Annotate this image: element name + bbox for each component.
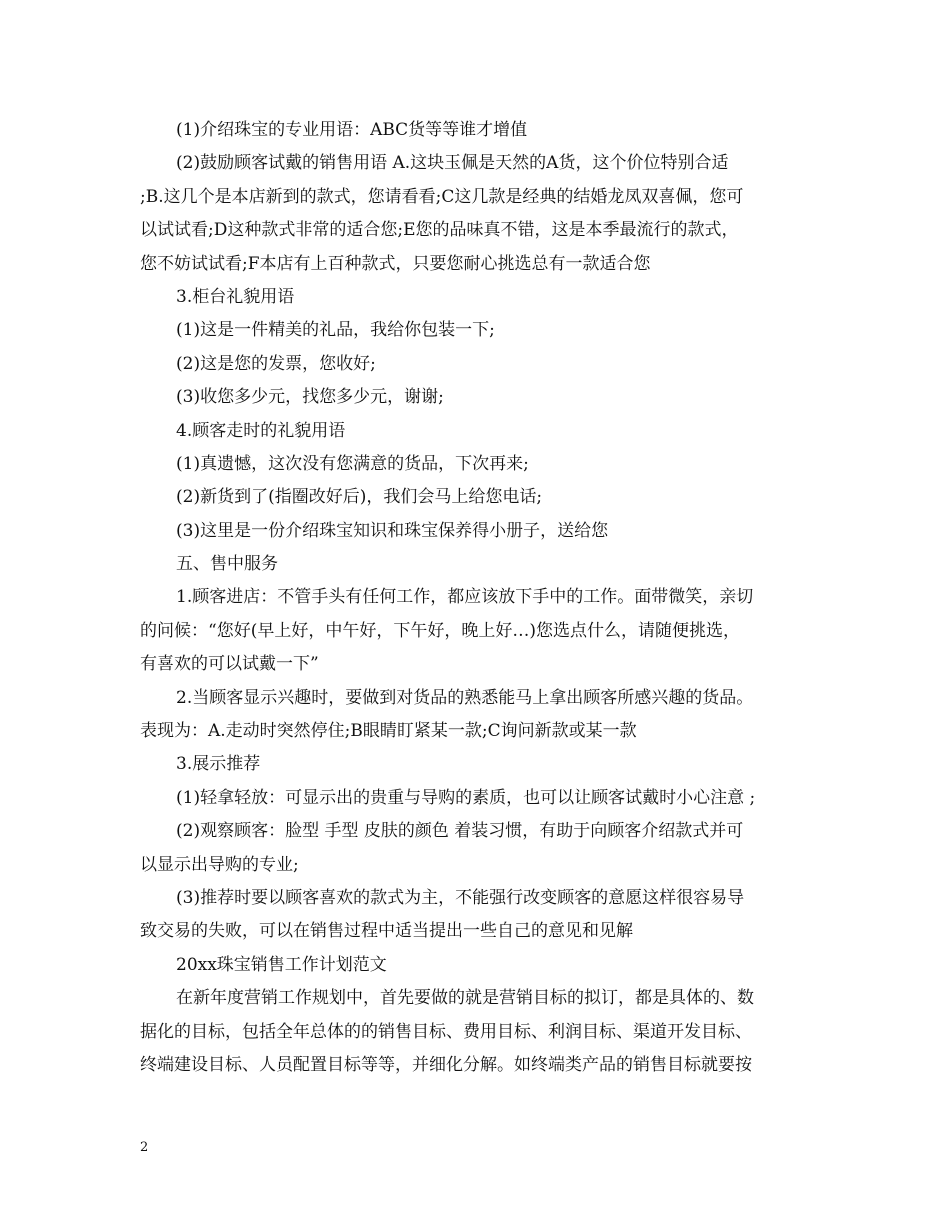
text-line: 4.顾客走时的礼貌用语: [176, 420, 346, 441]
text-line: 以试试看;D这种款式非常的适合您;E您的品味真不错，这是本季最流行的款式，: [140, 220, 739, 241]
text-line: 您不妨试试看;F本店有上百种款式，只要您耐心挑选总有一款适合您: [140, 253, 651, 274]
text-line: 表现为：A.走动时突然停住;B眼睛盯紧某一款;C询问新款或某一款: [140, 721, 637, 742]
document-body: [140, 114, 820, 1082]
text-line: 终端建设目标、人员配置目标等等，并细化分解。如终端类产品的销售目标就要按: [140, 1054, 752, 1075]
text-line: ;B.这几个是本店新到的款式，您请看看;C这几款是经典的结婚龙凤双喜佩，您可: [140, 186, 744, 207]
text-line: (1)真遗憾，这次没有您满意的货品，下次再来;: [176, 453, 529, 474]
text-line: (2)鼓励顾客试戴的销售用语 A.这块玉佩是天然的A货，这个价位特别合适: [176, 153, 729, 174]
text-line: (2)观察顾客：脸型 手型 皮肤的颜色 着装习惯，有助于向顾客介绍款式并可: [176, 821, 744, 842]
text-line: 3.展示推荐: [176, 754, 261, 775]
text-line: 据化的目标，包括全年总体的的销售目标、费用目标、利润目标、渠道开发目标、: [140, 1021, 752, 1042]
text-line: (2)新货到了(指圈改好后)，我们会马上给您电话;: [176, 487, 543, 508]
text-line: (1)介绍珠宝的专业用语：ABC货等等谁才增值: [176, 120, 528, 140]
text-line: 20xx珠宝销售工作计划范文: [176, 954, 387, 975]
page-number: 2: [140, 1140, 149, 1155]
text-line: (1)这是一件精美的礼品，我给你包装一下;: [176, 320, 495, 341]
text-line: 1.顾客进店：不管手头有任何工作，都应该放下手中的工作。面带微笑，亲切: [176, 587, 754, 608]
text-line: 五、售中服务: [176, 554, 278, 575]
text-line: (2)这是您的发票，您收好;: [176, 353, 376, 374]
text-line: (3)这里是一份介绍珠宝知识和珠宝保养得小册子，送给您: [176, 520, 609, 541]
text-line: (3)推荐时要以顾客喜欢的款式为主，不能强行改变顾客的意愿这样很容易导: [176, 887, 745, 908]
text-line: 致交易的失败，可以在销售过程中适当提出一些自己的意见和见解: [140, 921, 633, 942]
text-line: (1)轻拿轻放：可显示出的贵重与导购的素质，也可以让顾客试戴时小心注意 ;: [176, 787, 756, 808]
text-line: 在新年度营销工作规划中，首先要做的就是营销目标的拟订，都是具体的、数: [176, 988, 754, 1009]
text-line: (3)收您多少元，找您多少元，谢谢;: [176, 387, 444, 408]
text-line: 的问候：“您好(早上好，中午好，下午好，晚上好…)您选点什么，请随便挑选，: [140, 620, 740, 641]
text-line: 有喜欢的可以试戴一下”: [140, 654, 319, 675]
text-line: 2.当顾客显示兴趣时，要做到对货品的熟悉能马上拿出顾客所感兴趣的货品。: [176, 687, 754, 708]
text-line: 3.柜台礼貌用语: [176, 286, 295, 307]
text-line: 以显示出导购的专业;: [140, 854, 299, 875]
